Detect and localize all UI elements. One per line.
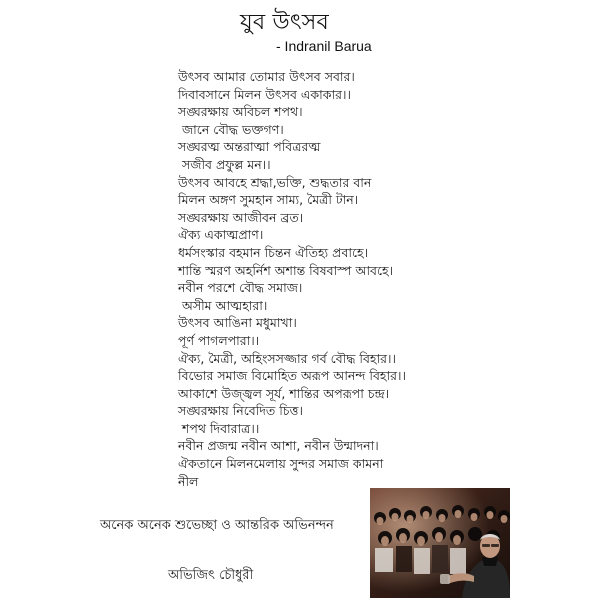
poem-line: শপথ দিবারাত্র।। (182, 420, 260, 436)
poem-line: সঙ্ঘরক্ষায় নিবেদিত চিত্ত। (178, 403, 303, 419)
audience-photo (370, 488, 510, 598)
poem-line: ঐক্য, মৈত্রী, অহিংসসজ্জার গর্ব বৌদ্ধ বিহার।। (178, 350, 396, 366)
poem-author: - Indranil Barua (276, 38, 372, 54)
poem-line: পূর্ণ পাগলপারা।। (178, 332, 260, 348)
poem-line: সজীব প্রফুল্ল মন।। (182, 156, 271, 172)
poem-line: সঙ্ঘরক্ষায় আজীবন ব্রত। (178, 209, 304, 225)
poem-line: শান্তি স্মরণ অহর্নিশ অশান্ত বিষবাস্প আবহে। (178, 262, 394, 278)
poem-line: সঙ্ঘরক্ষায় অবিচল শপথ। (178, 104, 303, 120)
poem-line: নবীন প্রজন্ম নবীন আশা, নবীন উন্মাদনা। (178, 438, 379, 454)
poem-line: নবীন পরশে বৌদ্ধ সমাজ। (178, 280, 303, 296)
poem-line: ঐকতানে মিলনমেলায় সুন্দর সমাজ কামনা (178, 456, 384, 472)
poem-line: মিলন অঙ্গণ সুমহান সাম্য, মৈত্রী টান। (178, 192, 359, 208)
poem-title: যুব উৎসব (240, 10, 329, 35)
signature-text: অভিজিৎ চৌধুরী (168, 568, 254, 583)
poem-line: উৎসব আবহে শ্রদ্ধা,ভক্তি, শুদ্ধতার বান (178, 174, 372, 190)
poem-body (178, 68, 478, 490)
poem-line: ধর্মসংস্কার বহমান চিন্তন ঐতিহ্য প্রবাহে। (178, 244, 369, 260)
poem-line: অসীম আত্মহারা। (182, 297, 268, 313)
poem-line: উৎসব আঙিনা মধুমাখা। (178, 315, 297, 331)
poem-line: নীল (178, 473, 199, 489)
poem-line: দিবাবসানে মিলন উৎসব একাকার।। (178, 86, 351, 102)
poem-line: আকাশে উজ্জ্বল সূর্য, শান্তির অপরূপা চন্দ্র। (178, 385, 390, 401)
poem-line: জানে বৌদ্ধ ভক্তগণ। (182, 121, 284, 137)
poem-line: ঐক্য একাত্মপ্রাণ। (178, 227, 264, 243)
poem-line: বিভোর সমাজ বিমোহিত অরূপ আনন্দ বিহার।। (178, 368, 406, 384)
poem-line: উৎসব আমার তোমার উৎসব সবার। (178, 69, 355, 84)
greeting-text: অনেক অনেক শুভেচ্ছা ও আন্তরিক অভিনন্দন (100, 518, 334, 533)
poem-line: সঙ্ঘরত্ম অন্তরাত্মা পবিত্ররত্ম (178, 139, 321, 155)
